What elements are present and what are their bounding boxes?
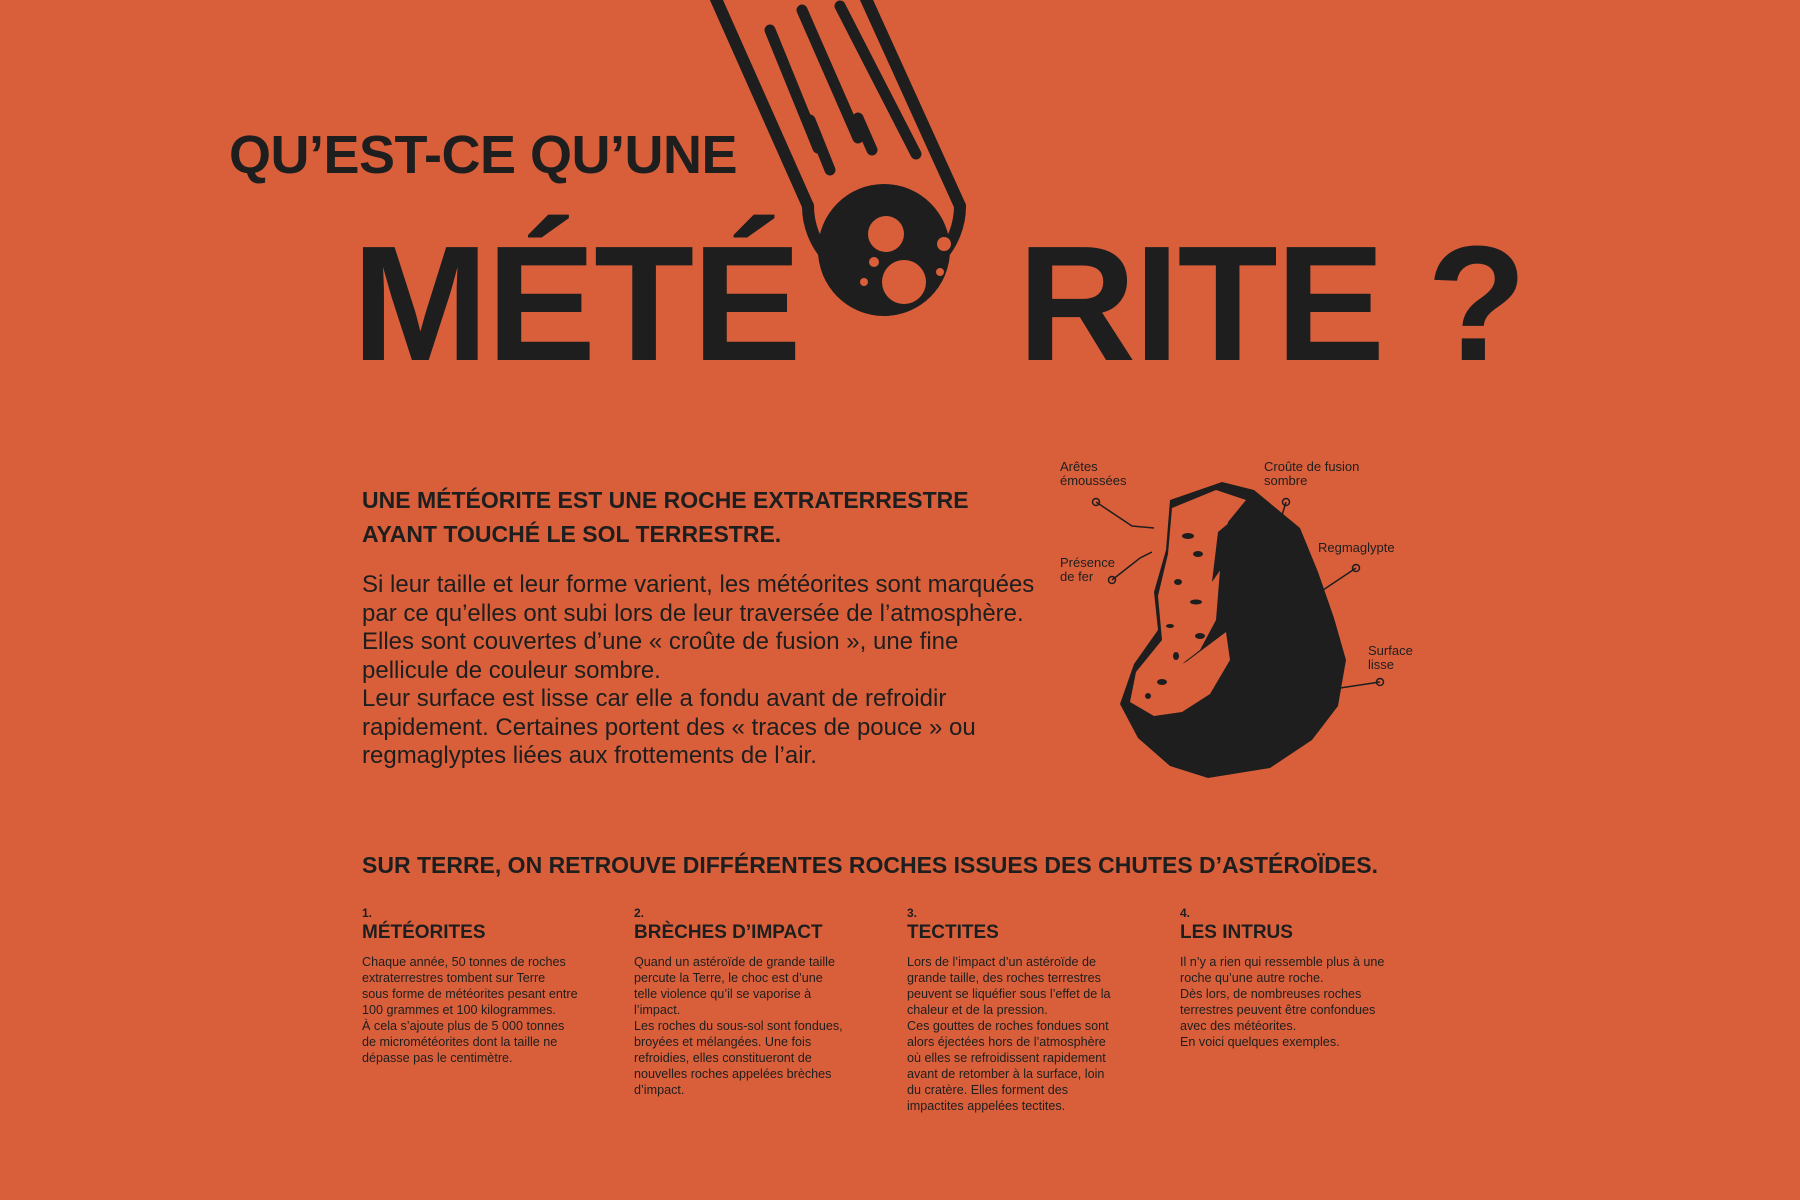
label-croute: Croûte de fusion sombre	[1264, 459, 1360, 488]
label-regmaglypte: Regmaglypte	[1318, 540, 1395, 555]
label-aretes: Arêtes émoussées	[1060, 459, 1127, 488]
column-number: 2.	[634, 906, 645, 920]
column-heading: LES INTRUS	[1180, 922, 1293, 943]
column-number: 4.	[1180, 906, 1191, 920]
info-column	[634, 906, 874, 1098]
column-text: Chaque année, 50 tonnes de roches extraterrestres tombent sur Terre sous forme de météorites pesant entre 100 grammes et 100 kilogrammes. À cela s’ajoute plus de 5 000 tonnes de micrométéorites dont la taille ne dépasse pas le centimètre.	[362, 955, 578, 1065]
intro-paragraph: Si leur taille et leur forme varient, les météorites sont marquées par ce qu’elles ont subi lors de leur traversée de l’atmosphère. Elles sont couvertes d’une « croûte de fusion », une fine pellicule de couleur sombre.	[362, 571, 1035, 684]
intro-body	[362, 571, 1042, 771]
column-heading: MÉTÉORITES	[362, 922, 486, 943]
falling-meteorite-icon	[690, 0, 1010, 350]
meteorite-rock-illustration	[1050, 450, 1430, 790]
intro-lead: UNE MÉTÉORITE EST UNE ROCHE EXTRATERRESTRE AYANT TOUCHÉ LE SOL TERRESTRE.	[362, 487, 969, 547]
page-kicker: QU’EST-CE QU’UNE	[229, 125, 738, 185]
title-right: RITE ?	[1017, 212, 1525, 395]
info-column	[362, 906, 602, 1066]
column-number: 1.	[362, 906, 373, 920]
intro-paragraph: Leur surface est lisse car elle a fondu avant de refroidir rapidement. Certaines portent des « traces de pouce » ou regmaglyptes liées aux frottements de l’air.	[362, 685, 976, 769]
column-text: Lors de l’impact d’un astéroïde de grande taille, des roches terrestres peuvent se liquéfier sous l’effet de la chaleur et de la pression. Ces gouttes de roches fondues sont alors éjectées hors de l’atmosphère où elles se refroidissent rapidement avant de retomber à la surface, loin du cratère. Elles forment des impactites appelées tectites.	[907, 955, 1111, 1113]
info-column	[907, 906, 1147, 1114]
label-surface: Surface lisse	[1368, 643, 1413, 672]
column-number: 3.	[907, 906, 918, 920]
column-text: Il n’y a rien qui ressemble plus à une roche qu’une autre roche. Dès lors, de nombreuses roches terrestres peuvent être confondues avec des météorites. En voici quelques exemples.	[1180, 955, 1385, 1049]
column-text: Quand un astéroïde de grande taille percute la Terre, le choc est d’une telle violence qu’il se vaporise à l’impact. Les roches du sous-sol sont fondues, broyées et mélangées. Une fois refroidies, elles constitueront de nouvelles roches appelées brèches d’impact.	[634, 955, 843, 1097]
label-fer: Présence de fer	[1060, 555, 1115, 584]
column-heading: BRÈCHES D’IMPACT	[634, 922, 823, 943]
meteorite-diagram	[1050, 450, 1430, 790]
title-left: MÉTÉ	[352, 212, 800, 395]
section-subtitle: SUR TERRE, ON RETROUVE DIFFÉRENTES ROCHES ISSUES DES CHUTES D’ASTÉROÏDES.	[362, 852, 1378, 878]
column-heading: TECTITES	[907, 922, 999, 943]
info-column	[1180, 906, 1420, 1050]
